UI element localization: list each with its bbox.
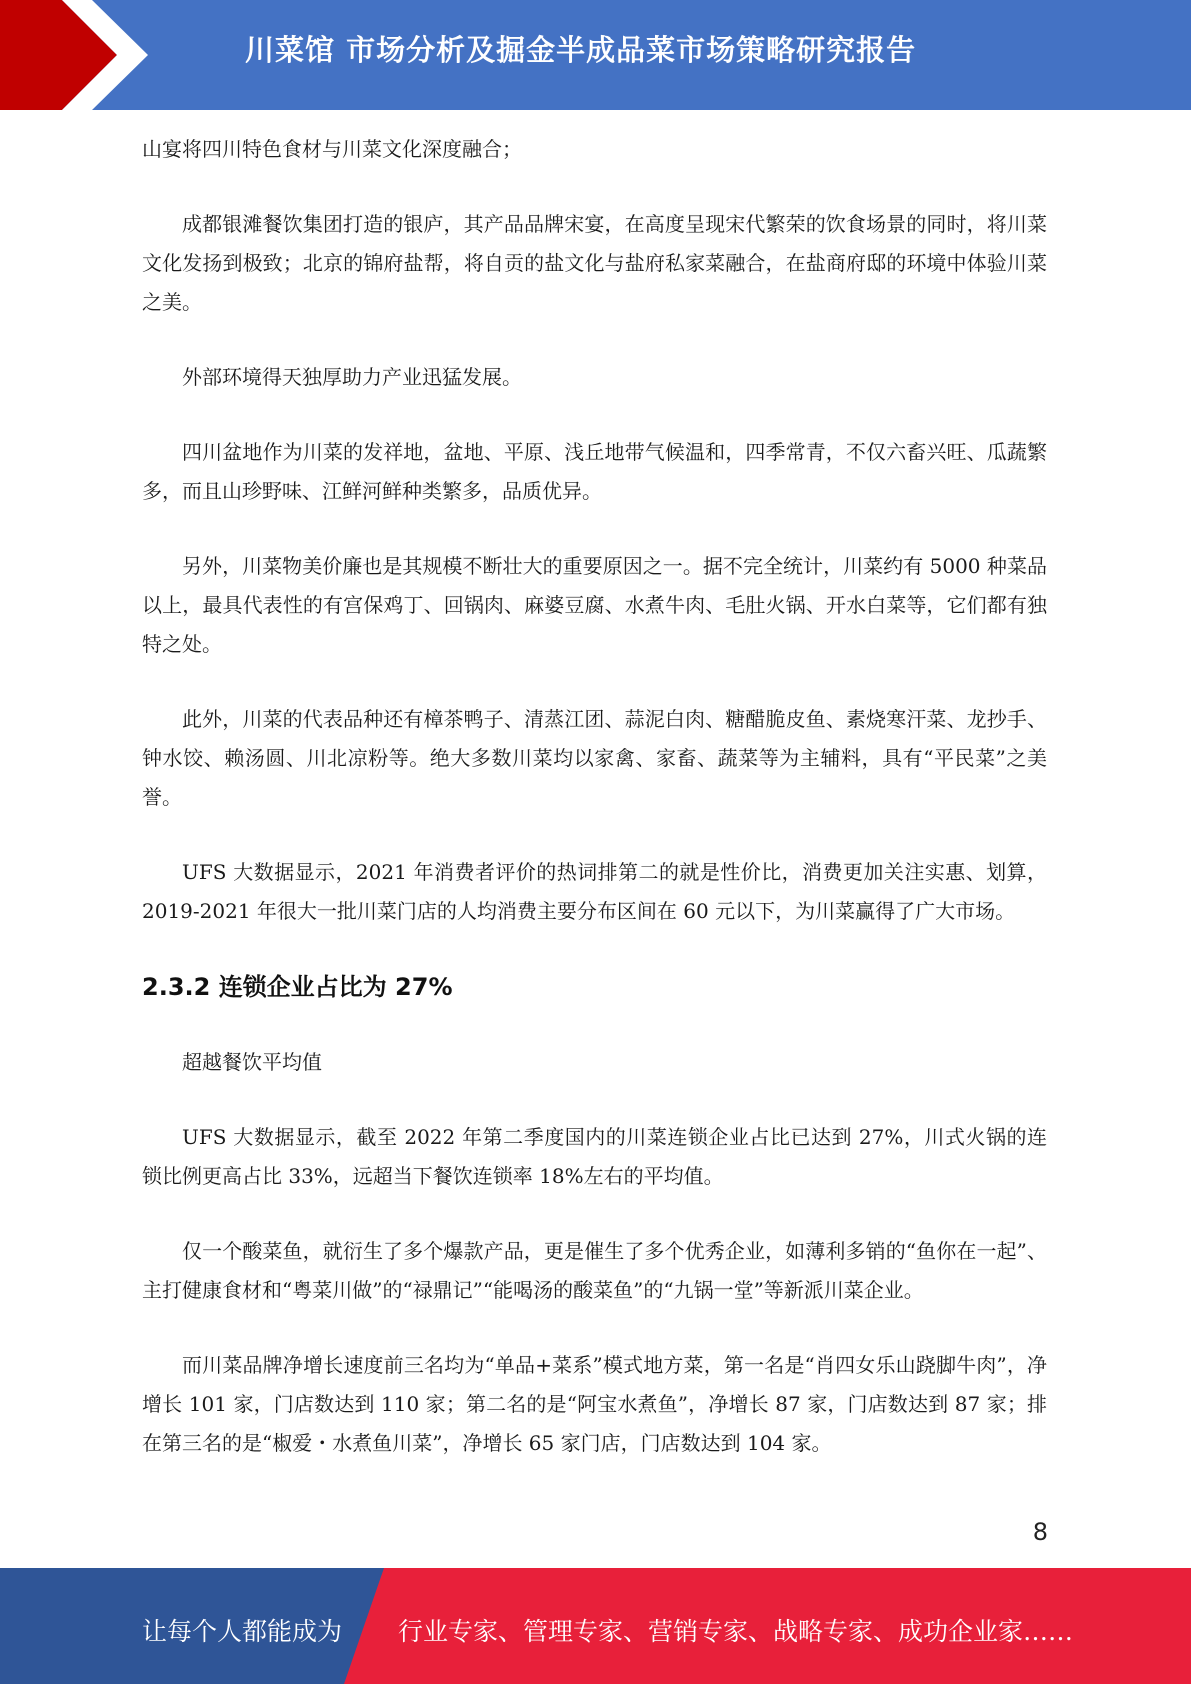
document-body — [142, 130, 1047, 1499]
body-paragraph: 外部环境得天独厚助力产业迅猛发展。 — [182, 365, 522, 389]
section-heading: 2.3.2 连锁企业占比为 27% — [142, 973, 453, 1001]
body-paragraph: 而川菜品牌净增长速度前三名均为“单品+菜系”模式地方菜，第一名是“肖四女乐山跷脚牛肉”，净增长 101 家，门店数达到 110 家；第二名的是“阿宝水煮鱼”，净增长 87 家，门店数达到 87 家；排在第三名的是“椒爱・水煮鱼川菜”，净增长 65 家门店，门店数达到 104 家。 — [142, 1353, 1047, 1455]
footer-slogan-right: 行业专家、管理专家、营销专家、战略专家、成功企业家…… — [398, 1617, 1074, 1646]
body-paragraph: 另外，川菜物美价廉也是其规模不断壮大的重要原因之一。据不完全统计，川菜约有 5000 种菜品以上，最具代表性的有宫保鸡丁、回锅肉、麻婆豆腐、水煮牛肉、毛肚火锅、开水白菜等，它们都有独特之处。 — [142, 554, 1047, 656]
page-header — [0, 0, 1191, 110]
body-paragraph: 超越餐饮平均值 — [182, 1050, 322, 1074]
body-paragraph: 四川盆地作为川菜的发祥地，盆地、平原、浅丘地带气候温和，四季常青，不仅六畜兴旺、瓜蔬繁多，而且山珍野味、江鲜河鲜种类繁多，品质优异。 — [142, 440, 1047, 503]
body-paragraph: 此外，川菜的代表品种还有樟茶鸭子、清蒸江团、蒜泥白肉、糖醋脆皮鱼、素烧寒汗菜、龙抄手、钟水饺、赖汤圆、川北凉粉等。绝大多数川菜均以家禽、家畜、蔬菜等为主辅料，具有“平民菜”之美誉。 — [142, 707, 1047, 809]
footer-slogan-left: 让每个人都能成为 — [142, 1617, 343, 1646]
body-paragraph: 仅一个酸菜鱼，就衍生了多个爆款产品，更是催生了多个优秀企业，如薄利多销的“鱼你在一起”、主打健康食材和“粤菜川做”的“禄鼎记”“能喝汤的酸菜鱼”的“九锅一堂”等新派川菜企业。 — [142, 1239, 1047, 1302]
body-paragraph: UFS 大数据显示，2021 年消费者评价的热词排第二的就是性价比，消费更加关注实惠、划算，2019-2021 年很大一批川菜门店的人均消费主要分布区间在 60 元以下，为川菜赢得了广大市场。 — [142, 860, 1047, 923]
report-title: 川菜馆 市场分析及掘金半成品菜市场策略研究报告 — [245, 33, 917, 67]
body-paragraph: UFS 大数据显示，截至 2022 年第二季度国内的川菜连锁企业占比已达到 27%，川式火锅的连锁比例更高占比 33%，远超当下餐饮连锁率 18%左右的平均值。 — [142, 1125, 1047, 1188]
body-paragraph: 成都银滩餐饮集团打造的银庐，其产品品牌宋宴，在高度呈现宋代繁荣的饮食场景的同时，将川菜文化发扬到极致；北京的锦府盐帮，将自贡的盐文化与盐府私家菜融合，在盐商府邸的环境中体验川菜之美。 — [142, 212, 1047, 314]
body-paragraph: 山宴将四川特色食材与川菜文化深度融合； — [142, 137, 522, 161]
paragraphs-before-section — [142, 130, 1047, 931]
page-number: 8 — [1032, 1518, 1048, 1546]
page-footer — [0, 1568, 1191, 1684]
paragraphs-after-section — [142, 1043, 1047, 1463]
